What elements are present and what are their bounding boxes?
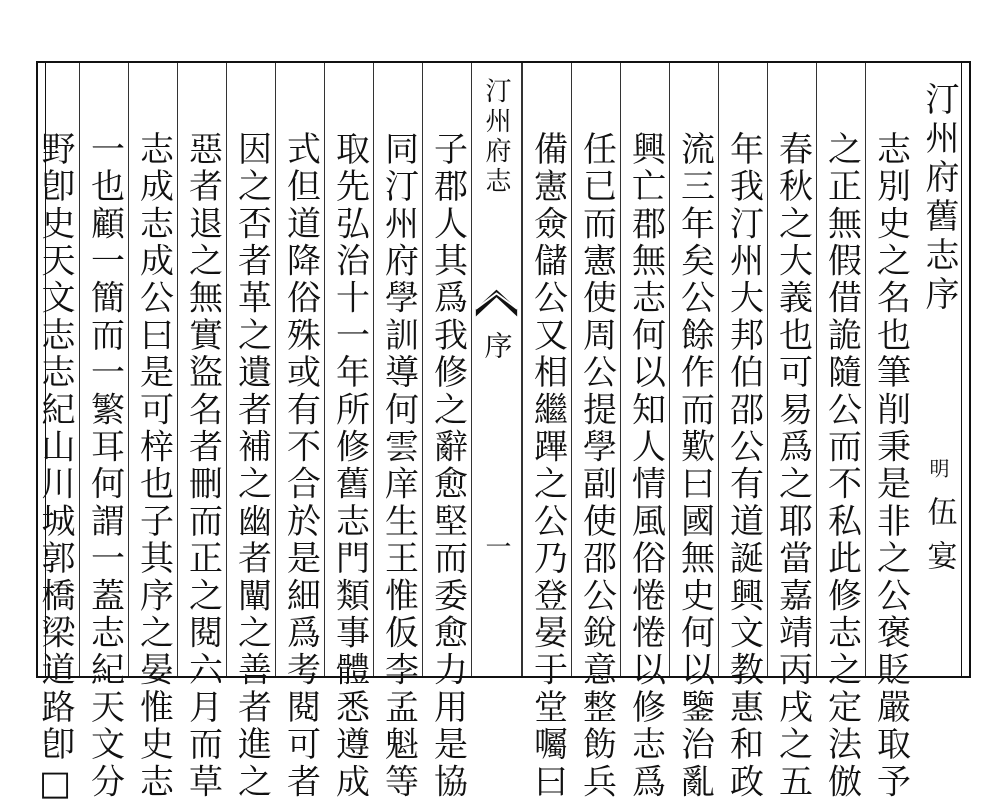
page-number: 一 xyxy=(481,533,511,559)
text-line: 惡者退之無實盜名者刪而正之閱六月而草 xyxy=(182,131,223,801)
text-block xyxy=(35,63,962,807)
text-line: 任已而憲使周公提學副使邵公銳意整飭兵 xyxy=(576,131,617,801)
text-column xyxy=(128,63,177,801)
text-column xyxy=(373,63,422,801)
text-line: 取先弘治十一年所修舊志門類事體悉遵成 xyxy=(329,131,370,801)
text-column xyxy=(669,63,718,801)
text-column xyxy=(571,63,620,801)
fishtail-mark-icon xyxy=(472,287,521,321)
text-line: 之正無假借詭隨公而不私此修志之定法倣 xyxy=(821,131,862,801)
text-line: 同汀州府學訓導何雲庠生王惟仮李孟魁等 xyxy=(378,131,419,801)
fold-book-title xyxy=(472,77,521,197)
text-line: 子郡人其爲我修之辭愈堅而委愈力用是協 xyxy=(427,131,468,801)
fold-page-number xyxy=(472,533,521,559)
text-line: 流三年矣公餘作而歎曰國無史何以鑒治亂 xyxy=(674,131,715,801)
text-column xyxy=(226,63,275,801)
text-column xyxy=(767,63,816,801)
text-line: 因之否者革之遺者補之幽者闡之善者進之 xyxy=(231,131,272,801)
text-column xyxy=(30,63,79,807)
text-line: 興亡郡無志何以知人情風俗惓惓以修志爲 xyxy=(625,131,666,801)
text-column xyxy=(816,63,865,801)
text-line: 春秋之大義也可易爲之耶當嘉靖丙戌之五 xyxy=(772,131,813,801)
fold-section xyxy=(472,331,521,359)
text-line: 志成志成公曰是可梓也子其序之晏惟史志 xyxy=(133,131,174,801)
section-label: 序 xyxy=(480,331,514,359)
page-frame xyxy=(35,61,971,807)
text-column xyxy=(865,63,914,801)
text-column xyxy=(177,63,226,801)
author-block xyxy=(914,458,963,584)
author-dynasty: 明 xyxy=(926,458,950,478)
author-name: 伍宴 xyxy=(921,496,957,584)
book-title: 汀州府志 xyxy=(481,77,511,197)
text-line: 年我汀州大邦伯邵公有道誕興文教惠和政 xyxy=(723,131,764,801)
text-line: 志別史之名也筆削秉是非之公褒貶嚴取予 xyxy=(870,131,911,801)
preface-title: 汀州府舊志序 xyxy=(919,81,959,315)
text-column xyxy=(620,63,669,801)
text-line: 野卽史天文志志紀山川城郭橋梁道路卽□ xyxy=(35,131,75,807)
text-column xyxy=(422,63,471,801)
text-line: 式但道降俗殊或有不合於是細爲考閱可者 xyxy=(280,131,321,801)
text-column xyxy=(718,63,767,801)
text-line: 一也顧一簡而一繁耳何謂一蓋志紀天文分 xyxy=(84,131,125,801)
text-column xyxy=(79,63,128,801)
text-column xyxy=(522,63,571,801)
center-fold xyxy=(471,63,522,676)
text-column xyxy=(324,63,373,801)
title-column xyxy=(914,63,963,676)
text-column xyxy=(275,63,324,801)
text-line: 備憲僉儲公又相繼蹕之公乃登晏于堂囑曰 xyxy=(527,131,568,801)
